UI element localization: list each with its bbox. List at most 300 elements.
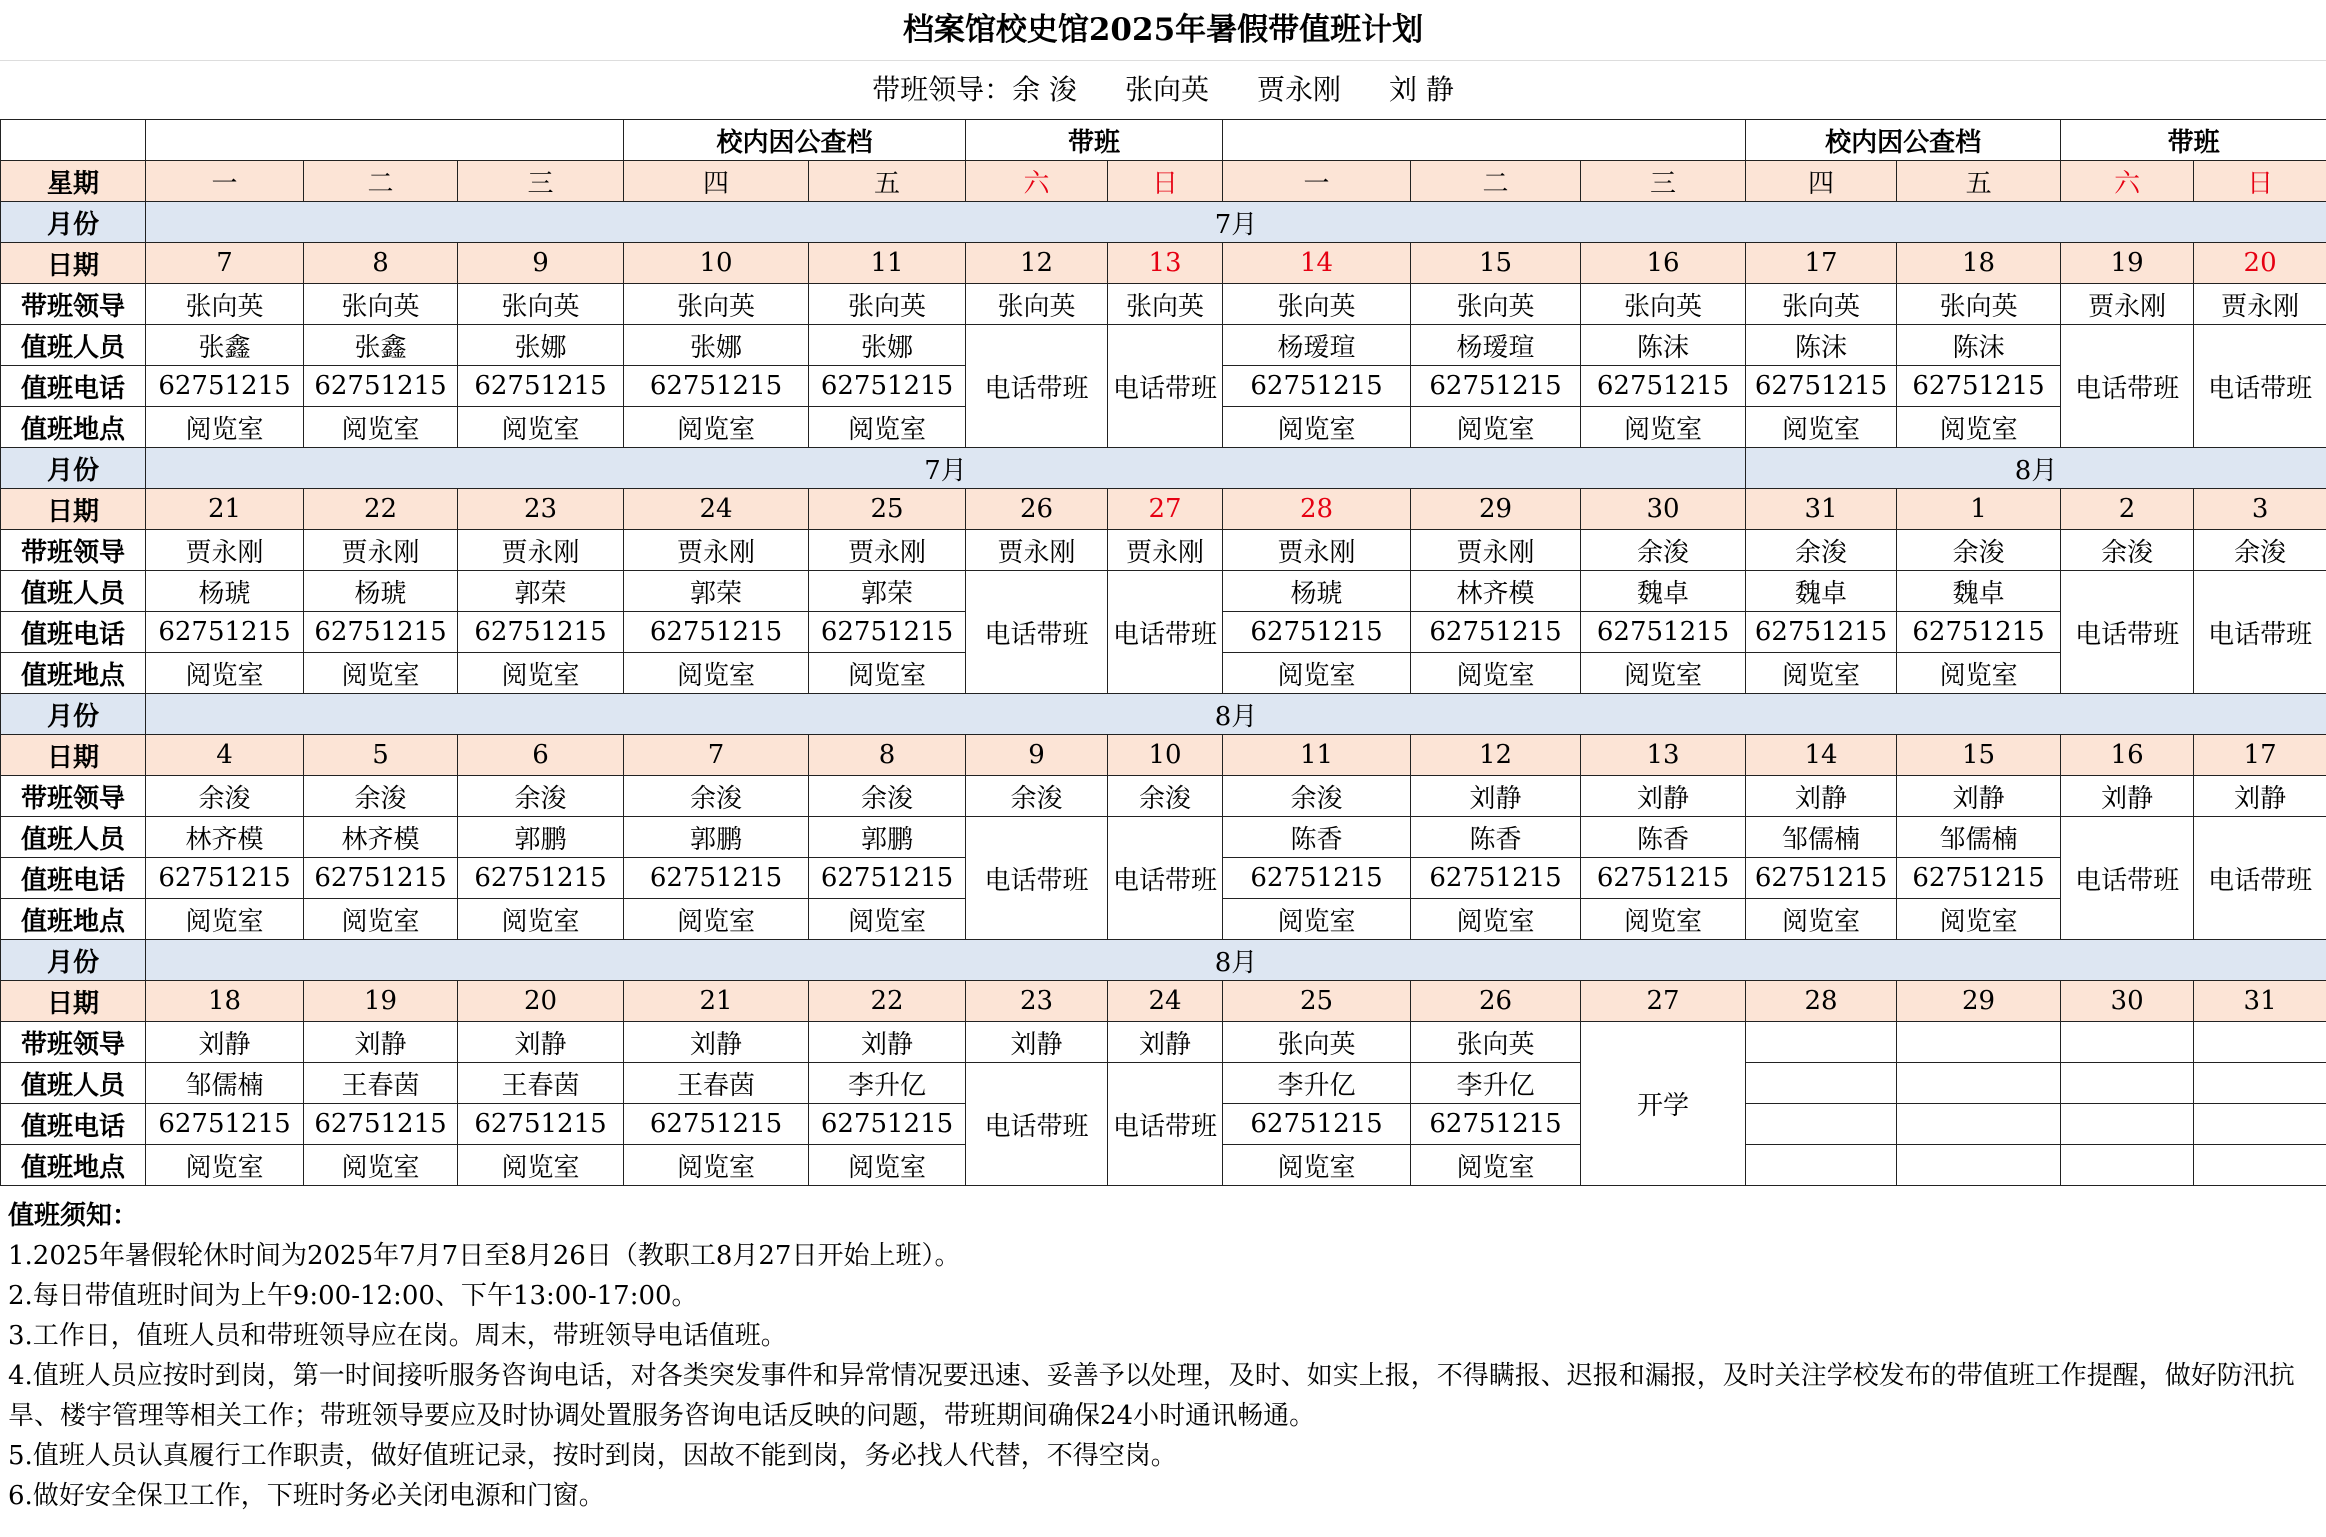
leader-label: 带班领导 xyxy=(1,530,146,571)
date-cell: 2 xyxy=(2061,489,2194,530)
leader-cell: 余浚 xyxy=(966,776,1108,817)
leader-cell: 余浚 xyxy=(809,776,966,817)
leader-cell: 贾永刚 xyxy=(1108,530,1223,571)
date-cell: 10 xyxy=(1108,735,1223,776)
weekday-cell: 日 xyxy=(2194,161,2326,202)
staff-cell: 陈香 xyxy=(1581,817,1746,858)
phones-cell: 62751215 xyxy=(304,1104,458,1145)
group-label-duty: 带班 xyxy=(2061,120,2326,161)
places-label: 值班地点 xyxy=(1,899,146,940)
phones-cell: 62751215 xyxy=(809,858,966,899)
weekday-cell: 五 xyxy=(1897,161,2061,202)
phones-cell: 62751215 xyxy=(304,612,458,653)
date-cell: 28 xyxy=(1223,489,1411,530)
date-cell: 11 xyxy=(809,243,966,284)
leaders-label: 带班领导： xyxy=(872,73,1013,106)
staff-cell: 邹儒楠 xyxy=(146,1063,304,1104)
staff-row xyxy=(1,571,2326,612)
leader-cell: 刘静 xyxy=(966,1022,1108,1063)
phone-duty-cell: 电话带班 xyxy=(2061,325,2194,448)
leader-cell: 贾永刚 xyxy=(304,530,458,571)
places-cell: 阅览室 xyxy=(146,653,304,694)
phones-cell: 62751215 xyxy=(146,366,304,407)
phones-cell: 62751215 xyxy=(1223,612,1411,653)
phones-cell: 62751215 xyxy=(624,1104,809,1145)
date-cell: 14 xyxy=(1223,243,1411,284)
phones-cell: 62751215 xyxy=(1897,366,2061,407)
places-cell: 阅览室 xyxy=(809,653,966,694)
phones-cell: 62751215 xyxy=(1411,612,1581,653)
date-cell: 21 xyxy=(624,981,809,1022)
weekday-row xyxy=(1,161,2326,202)
weekday-label: 星期 xyxy=(1,161,146,202)
weekday-cell: 六 xyxy=(966,161,1108,202)
date-cell: 19 xyxy=(304,981,458,1022)
month-row xyxy=(1,202,2326,243)
places-cell: 阅览室 xyxy=(1223,407,1411,448)
note-item: 2.每日带值班时间为上午9:00-12:00、下午13:00-17:00。 xyxy=(8,1281,698,1311)
leader-cell: 张向英 xyxy=(966,284,1108,325)
leader-cell: 张向英 xyxy=(304,284,458,325)
leader-name: 余 浚 xyxy=(1012,73,1077,106)
phones-cell: 62751215 xyxy=(304,858,458,899)
date-cell: 9 xyxy=(966,735,1108,776)
leader-cell: 刘静 xyxy=(304,1022,458,1063)
phones-cell: 62751215 xyxy=(146,858,304,899)
phone-duty-cell: 电话带班 xyxy=(2061,817,2194,940)
places-cell: 阅览室 xyxy=(458,899,624,940)
date-cell: 19 xyxy=(2061,243,2194,284)
empty-cell xyxy=(1746,1104,1897,1145)
month-cell: 8月 xyxy=(146,940,2326,981)
phone-duty-cell: 电话带班 xyxy=(2194,325,2326,448)
leader-cell: 刘静 xyxy=(624,1022,809,1063)
staff-cell: 林齐模 xyxy=(304,817,458,858)
date-cell: 28 xyxy=(1746,981,1897,1022)
leader-cell: 张向英 xyxy=(1897,284,2061,325)
date-cell: 7 xyxy=(624,735,809,776)
places-cell: 阅览室 xyxy=(1581,407,1746,448)
empty-cell xyxy=(1897,1104,2061,1145)
places-cell: 阅览室 xyxy=(624,653,809,694)
phones-cell: 62751215 xyxy=(458,366,624,407)
date-label: 日期 xyxy=(1,981,146,1022)
phones-cell: 62751215 xyxy=(1223,366,1411,407)
leader-cell: 刘静 xyxy=(1411,776,1581,817)
leader-cell: 贾永刚 xyxy=(2194,284,2326,325)
staff-cell: 王春茵 xyxy=(458,1063,624,1104)
phones-cell: 62751215 xyxy=(624,366,809,407)
leader-cell: 刘静 xyxy=(2194,776,2326,817)
leader-cell: 余浚 xyxy=(1223,776,1411,817)
leader-cell: 余浚 xyxy=(146,776,304,817)
month-cell: 7月 xyxy=(146,202,2326,243)
staff-label: 值班人员 xyxy=(1,571,146,612)
empty-cell xyxy=(2061,1145,2194,1186)
date-cell: 23 xyxy=(458,489,624,530)
phone-duty-cell: 电话带班 xyxy=(1108,571,1223,694)
staff-cell: 邹儒楠 xyxy=(1897,817,2061,858)
phone-duty-cell: 电话带班 xyxy=(2061,571,2194,694)
schedule-table xyxy=(0,119,2326,1186)
date-cell: 13 xyxy=(1581,735,1746,776)
staff-cell: 王春茵 xyxy=(624,1063,809,1104)
phone-duty-cell: 电话带班 xyxy=(1108,325,1223,448)
places-label: 值班地点 xyxy=(1,1145,146,1186)
staff-cell: 张鑫 xyxy=(146,325,304,366)
date-row xyxy=(1,243,2326,284)
phones-cell: 62751215 xyxy=(809,366,966,407)
leader-cell: 余浚 xyxy=(2061,530,2194,571)
leader-cell: 刘静 xyxy=(1108,1022,1223,1063)
empty-cell xyxy=(2194,1104,2326,1145)
page-title: 档案馆校史馆2025年暑假带值班计划 xyxy=(0,0,2326,61)
staff-cell: 邹儒楠 xyxy=(1746,817,1897,858)
phones-cell: 62751215 xyxy=(809,612,966,653)
phones-cell: 62751215 xyxy=(1581,612,1746,653)
phones-cell: 62751215 xyxy=(146,1104,304,1145)
phones-cell: 62751215 xyxy=(1411,1104,1581,1145)
date-cell: 31 xyxy=(2194,981,2326,1022)
date-cell: 25 xyxy=(809,489,966,530)
date-cell: 26 xyxy=(966,489,1108,530)
month-cell: 8月 xyxy=(1746,448,2326,489)
phones-cell: 62751215 xyxy=(1411,366,1581,407)
leader-cell: 贾永刚 xyxy=(966,530,1108,571)
leader-cell: 刘静 xyxy=(1897,776,2061,817)
date-row xyxy=(1,981,2326,1022)
leader-cell: 刘静 xyxy=(2061,776,2194,817)
places-cell: 阅览室 xyxy=(458,653,624,694)
staff-cell: 杨琥 xyxy=(146,571,304,612)
places-label: 值班地点 xyxy=(1,407,146,448)
date-cell: 1 xyxy=(1897,489,2061,530)
leader-cell: 张向英 xyxy=(809,284,966,325)
places-cell: 阅览室 xyxy=(809,899,966,940)
month-label: 月份 xyxy=(1,448,146,489)
staff-cell: 林齐模 xyxy=(146,817,304,858)
phones-cell: 62751215 xyxy=(809,1104,966,1145)
month-row xyxy=(1,940,2326,981)
staff-cell: 张鑫 xyxy=(304,325,458,366)
phone-duty-cell: 电话带班 xyxy=(966,817,1108,940)
weekday-cell: 四 xyxy=(624,161,809,202)
date-cell: 13 xyxy=(1108,243,1223,284)
leader-cell: 贾永刚 xyxy=(1411,530,1581,571)
weekday-cell: 三 xyxy=(1581,161,1746,202)
empty-cell xyxy=(1897,1145,2061,1186)
month-row xyxy=(1,694,2326,735)
places-cell: 阅览室 xyxy=(146,407,304,448)
leader-cell: 贾永刚 xyxy=(1223,530,1411,571)
date-cell: 10 xyxy=(624,243,809,284)
date-row xyxy=(1,735,2326,776)
date-row xyxy=(1,489,2326,530)
date-cell: 8 xyxy=(304,243,458,284)
empty-cell xyxy=(1746,1145,1897,1186)
staff-cell: 李升亿 xyxy=(809,1063,966,1104)
staff-label: 值班人员 xyxy=(1,325,146,366)
date-label: 日期 xyxy=(1,489,146,530)
phone-duty-cell: 电话带班 xyxy=(966,1063,1108,1186)
date-cell: 6 xyxy=(458,735,624,776)
phones-label: 值班电话 xyxy=(1,858,146,899)
note-item: 1.2025年暑假轮休时间为2025年7月7日至8月26日（教职工8月27日开始上班）。 xyxy=(8,1241,961,1271)
staff-cell: 林齐模 xyxy=(1411,571,1581,612)
places-cell: 阅览室 xyxy=(1897,407,2061,448)
note-item: 5.值班人员认真履行工作职责，做好值班记录，按时到岗，因故不能到岗，务必找人代替，不得空岗。 xyxy=(8,1441,1177,1471)
leader-cell: 余浚 xyxy=(458,776,624,817)
leader-cell: 贾永刚 xyxy=(146,530,304,571)
staff-cell: 郭荣 xyxy=(809,571,966,612)
phone-duty-cell: 电话带班 xyxy=(2194,571,2326,694)
note-item: 4.值班人员应按时到岗，第一时间接听服务咨询电话，对各类突发事件和异常情况要迅速、妥善予以处理，及时、如实上报，不得瞒报、迟报和漏报，及时关注学校发布的带值班工作提醒，做好防汛抗旱、楼宇管理等相关工作；带班领导要应及时协调处置服务咨询电话反映的问题，带班期间确保24小时通讯畅通。 xyxy=(8,1361,2295,1431)
date-cell: 18 xyxy=(1897,243,2061,284)
places-cell: 阅览室 xyxy=(1581,899,1746,940)
date-cell: 26 xyxy=(1411,981,1581,1022)
empty-cell xyxy=(1746,1022,1897,1063)
weekday-cell: 日 xyxy=(1108,161,1223,202)
leader-cell: 张向英 xyxy=(458,284,624,325)
month-row xyxy=(1,448,2326,489)
phone-duty-cell: 电话带班 xyxy=(966,571,1108,694)
leader-cell: 贾永刚 xyxy=(809,530,966,571)
places-cell: 阅览室 xyxy=(146,1145,304,1186)
phones-cell: 62751215 xyxy=(1897,858,2061,899)
date-cell: 22 xyxy=(809,981,966,1022)
phones-cell: 62751215 xyxy=(458,1104,624,1145)
places-cell: 阅览室 xyxy=(146,899,304,940)
staff-cell: 陈沫 xyxy=(1746,325,1897,366)
places-cell: 阅览室 xyxy=(458,1145,624,1186)
staff-cell: 王春茵 xyxy=(304,1063,458,1104)
month-cell: 7月 xyxy=(146,448,1746,489)
weekday-cell: 五 xyxy=(809,161,966,202)
phones-cell: 62751215 xyxy=(146,612,304,653)
leader-cell: 余浚 xyxy=(1897,530,2061,571)
places-cell: 阅览室 xyxy=(1411,653,1581,694)
places-cell: 阅览室 xyxy=(1746,653,1897,694)
date-cell: 27 xyxy=(1581,981,1746,1022)
staff-cell: 张娜 xyxy=(624,325,809,366)
leader-name: 贾永刚 xyxy=(1257,73,1342,106)
empty-cell xyxy=(2194,1022,2326,1063)
places-cell: 阅览室 xyxy=(1223,1145,1411,1186)
places-cell: 阅览室 xyxy=(1223,899,1411,940)
month-label: 月份 xyxy=(1,940,146,981)
phones-cell: 62751215 xyxy=(1746,612,1897,653)
weekday-cell: 六 xyxy=(2061,161,2194,202)
date-cell: 27 xyxy=(1108,489,1223,530)
date-cell: 5 xyxy=(304,735,458,776)
phones-cell: 62751215 xyxy=(1897,612,2061,653)
group-header-row xyxy=(1,120,2326,161)
note-item: 3.工作日，值班人员和带班领导应在岗。周末，带班领导电话值班。 xyxy=(8,1321,787,1351)
staff-cell: 陈香 xyxy=(1411,817,1581,858)
date-cell: 20 xyxy=(2194,243,2326,284)
places-cell: 阅览室 xyxy=(304,407,458,448)
phones-cell: 62751215 xyxy=(624,858,809,899)
places-cell: 阅览室 xyxy=(304,1145,458,1186)
leader-cell: 张向英 xyxy=(624,284,809,325)
staff-cell: 杨琥 xyxy=(1223,571,1411,612)
date-cell: 18 xyxy=(146,981,304,1022)
phones-cell: 62751215 xyxy=(1223,1104,1411,1145)
leader-cell: 张向英 xyxy=(1223,1022,1411,1063)
places-cell: 阅览室 xyxy=(624,899,809,940)
staff-cell: 陈沫 xyxy=(1581,325,1746,366)
date-cell: 29 xyxy=(1411,489,1581,530)
leader-cell: 余浚 xyxy=(2194,530,2326,571)
places-cell: 阅览室 xyxy=(1746,899,1897,940)
date-cell: 23 xyxy=(966,981,1108,1022)
date-cell: 3 xyxy=(2194,489,2326,530)
empty-cell xyxy=(2061,1022,2194,1063)
date-cell: 16 xyxy=(1581,243,1746,284)
empty-cell xyxy=(1746,1063,1897,1104)
date-cell: 24 xyxy=(624,489,809,530)
date-cell: 4 xyxy=(146,735,304,776)
date-cell: 15 xyxy=(1897,735,2061,776)
phones-cell: 62751215 xyxy=(1581,366,1746,407)
date-cell: 9 xyxy=(458,243,624,284)
leader-cell: 张向英 xyxy=(1411,1022,1581,1063)
duty-notes xyxy=(0,1186,2326,1516)
group-label-duty: 带班 xyxy=(966,120,1223,161)
weekday-cell: 二 xyxy=(1411,161,1581,202)
staff-cell: 郭鹏 xyxy=(809,817,966,858)
leader-cell: 张向英 xyxy=(1223,284,1411,325)
leader-row xyxy=(1,776,2326,817)
phones-cell: 62751215 xyxy=(1411,858,1581,899)
phones-cell: 62751215 xyxy=(1581,858,1746,899)
phones-cell: 62751215 xyxy=(458,612,624,653)
school-start-cell: 开学 xyxy=(1581,1022,1746,1186)
phones-label: 值班电话 xyxy=(1,366,146,407)
staff-cell: 杨琥 xyxy=(304,571,458,612)
places-cell: 阅览室 xyxy=(1411,1145,1581,1186)
staff-label: 值班人员 xyxy=(1,1063,146,1104)
staff-cell: 魏卓 xyxy=(1581,571,1746,612)
phones-cell: 62751215 xyxy=(1746,366,1897,407)
places-cell: 阅览室 xyxy=(304,653,458,694)
staff-cell: 魏卓 xyxy=(1897,571,2061,612)
date-cell: 8 xyxy=(809,735,966,776)
date-cell: 16 xyxy=(2061,735,2194,776)
month-label: 月份 xyxy=(1,694,146,735)
phone-duty-cell: 电话带班 xyxy=(2194,817,2326,940)
staff-cell: 张娜 xyxy=(458,325,624,366)
weekday-cell: 一 xyxy=(1223,161,1411,202)
leaders-line xyxy=(0,61,2326,119)
leader-cell: 余浚 xyxy=(1108,776,1223,817)
leader-row xyxy=(1,284,2326,325)
leader-cell: 刘静 xyxy=(809,1022,966,1063)
date-cell: 30 xyxy=(1581,489,1746,530)
date-cell: 12 xyxy=(966,243,1108,284)
places-cell: 阅览室 xyxy=(809,1145,966,1186)
phones-cell: 62751215 xyxy=(304,366,458,407)
weekday-cell: 一 xyxy=(146,161,304,202)
date-cell: 24 xyxy=(1108,981,1223,1022)
places-cell: 阅览室 xyxy=(1223,653,1411,694)
leader-label: 带班领导 xyxy=(1,776,146,817)
date-cell: 11 xyxy=(1223,735,1411,776)
leader-cell: 刘静 xyxy=(146,1022,304,1063)
phone-duty-cell: 电话带班 xyxy=(1108,1063,1223,1186)
leader-label: 带班领导 xyxy=(1,284,146,325)
phones-cell: 62751215 xyxy=(458,858,624,899)
leader-cell: 余浚 xyxy=(304,776,458,817)
date-cell: 17 xyxy=(1746,243,1897,284)
date-cell: 21 xyxy=(146,489,304,530)
places-cell: 阅览室 xyxy=(1411,407,1581,448)
staff-label: 值班人员 xyxy=(1,817,146,858)
places-cell: 阅览室 xyxy=(1581,653,1746,694)
places-cell: 阅览室 xyxy=(1897,899,2061,940)
weekday-cell: 三 xyxy=(458,161,624,202)
weekday-cell: 二 xyxy=(304,161,458,202)
leader-label: 带班领导 xyxy=(1,1022,146,1063)
leader-cell: 刘静 xyxy=(1581,776,1746,817)
leader-cell: 张向英 xyxy=(1411,284,1581,325)
date-cell: 22 xyxy=(304,489,458,530)
leader-cell: 张向英 xyxy=(146,284,304,325)
date-cell: 30 xyxy=(2061,981,2194,1022)
phone-duty-cell: 电话带班 xyxy=(1108,817,1223,940)
staff-cell: 陈香 xyxy=(1223,817,1411,858)
phones-cell: 62751215 xyxy=(624,612,809,653)
leader-cell: 刘静 xyxy=(458,1022,624,1063)
date-cell: 29 xyxy=(1897,981,2061,1022)
staff-cell: 郭荣 xyxy=(458,571,624,612)
leader-cell: 余浚 xyxy=(1581,530,1746,571)
phones-label: 值班电话 xyxy=(1,1104,146,1145)
date-cell: 25 xyxy=(1223,981,1411,1022)
staff-cell: 郭鹏 xyxy=(624,817,809,858)
phones-cell: 62751215 xyxy=(1223,858,1411,899)
staff-cell: 杨瑷瑄 xyxy=(1223,325,1411,366)
places-label: 值班地点 xyxy=(1,653,146,694)
phone-duty-cell: 电话带班 xyxy=(966,325,1108,448)
staff-cell: 李升亿 xyxy=(1223,1063,1411,1104)
date-cell: 17 xyxy=(2194,735,2326,776)
empty-cell xyxy=(2194,1145,2326,1186)
note-item: 6.做好安全保卫工作，下班时务必关闭电源和门窗。 xyxy=(8,1481,605,1511)
leader-cell: 贾永刚 xyxy=(458,530,624,571)
staff-cell: 张娜 xyxy=(809,325,966,366)
date-cell: 14 xyxy=(1746,735,1897,776)
date-cell: 12 xyxy=(1411,735,1581,776)
empty-cell xyxy=(2061,1063,2194,1104)
staff-row xyxy=(1,1063,2326,1104)
date-cell: 20 xyxy=(458,981,624,1022)
month-label: 月份 xyxy=(1,202,146,243)
phones-cell: 62751215 xyxy=(1746,858,1897,899)
date-label: 日期 xyxy=(1,243,146,284)
empty-cell xyxy=(2061,1104,2194,1145)
leader-cell: 贾永刚 xyxy=(2061,284,2194,325)
staff-cell: 魏卓 xyxy=(1746,571,1897,612)
group-label-office: 校内因公查档 xyxy=(1746,120,2061,161)
places-cell: 阅览室 xyxy=(1897,653,2061,694)
group-label-office: 校内因公查档 xyxy=(624,120,966,161)
month-cell: 8月 xyxy=(146,694,2326,735)
date-cell: 31 xyxy=(1746,489,1897,530)
leader-cell: 张向英 xyxy=(1108,284,1223,325)
date-cell: 7 xyxy=(146,243,304,284)
places-cell: 阅览室 xyxy=(458,407,624,448)
